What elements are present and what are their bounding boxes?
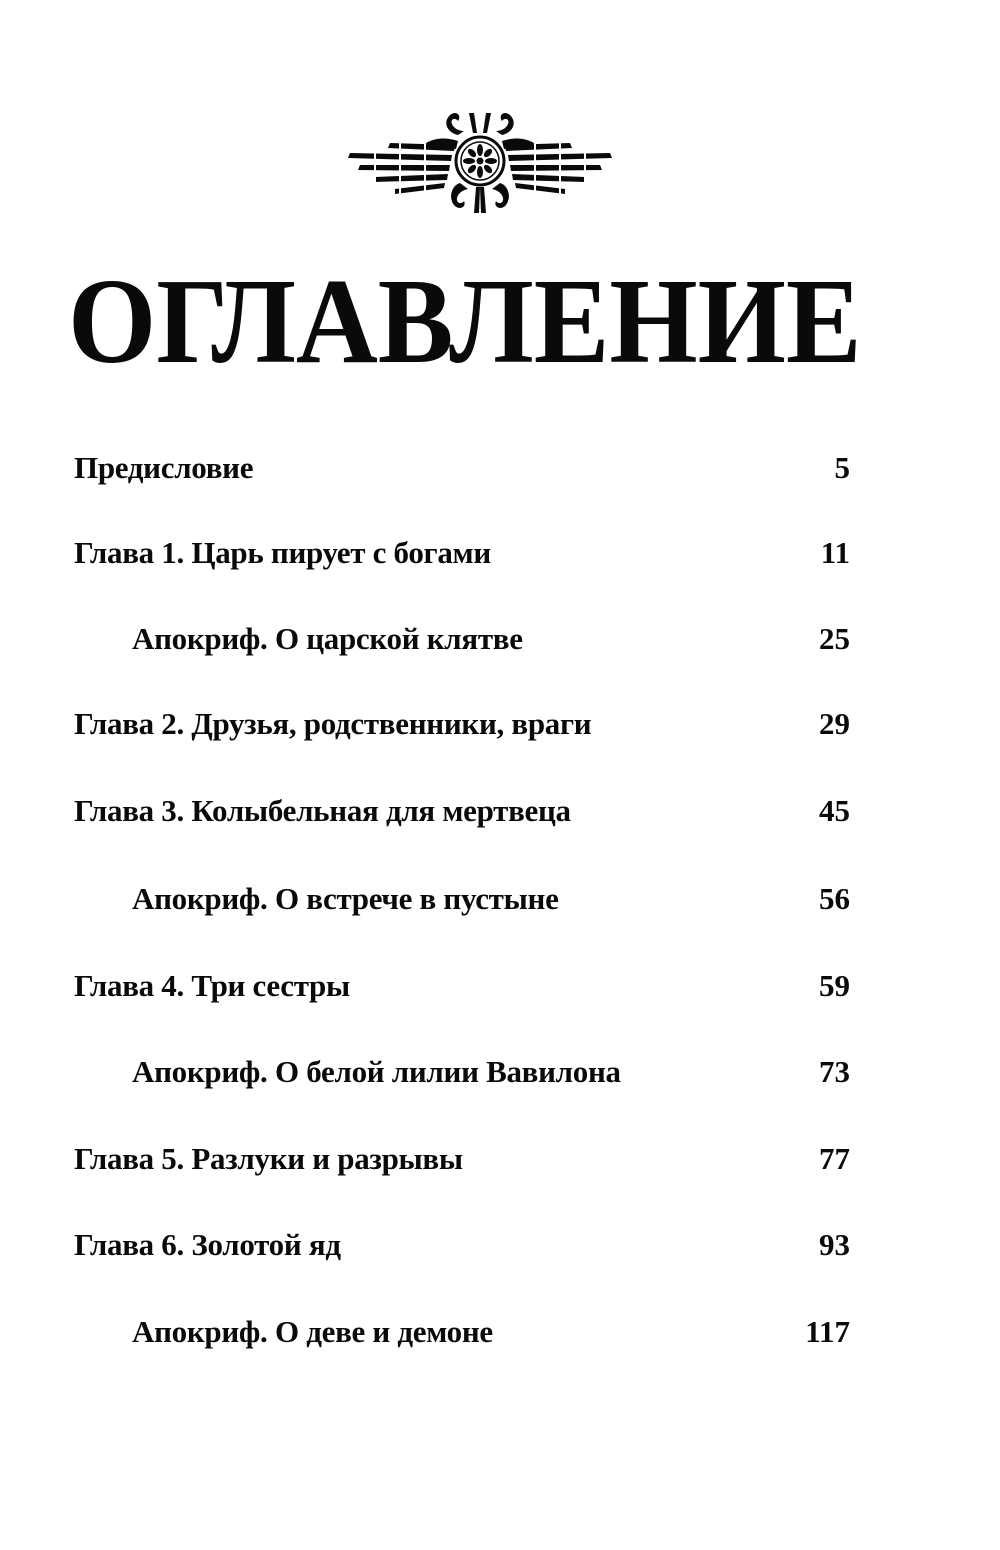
toc-entry-page-number: 11: [820, 535, 850, 570]
toc-entry-label: Глава 5. Разлуки и разрывы: [74, 1141, 463, 1176]
toc-entry-page-number: 73: [819, 1054, 850, 1089]
toc-entry-chapter-4[interactable]: [74, 964, 850, 1008]
toc-entry-apocrypha-3[interactable]: [74, 1050, 850, 1094]
toc-entry-page-number: 5: [834, 450, 850, 485]
toc-entry-page-number: 93: [819, 1227, 850, 1262]
toc-entry-label: Апокриф. О царской клятве: [132, 621, 523, 656]
toc-entry-page-number: 45: [819, 793, 850, 828]
page-title: ОГЛАВЛЕНИЕ: [68, 254, 862, 389]
toc-entry-apocrypha-4[interactable]: [74, 1310, 850, 1354]
toc-entry-page-number: 29: [819, 706, 850, 741]
toc-entry-page-number: 77: [819, 1141, 850, 1176]
toc-entry-label: Глава 6. Золотой яд: [74, 1227, 341, 1262]
toc-entry-chapter-1[interactable]: [74, 531, 850, 575]
toc-entry-label: Апокриф. О встрече в пустыне: [132, 881, 559, 916]
toc-entry-page-number: 25: [819, 621, 850, 656]
toc-entry-label: Глава 1. Царь пирует с богами: [74, 535, 491, 570]
toc-entry-label: Глава 4. Три сестры: [74, 968, 350, 1003]
toc-entry-chapter-2[interactable]: [74, 702, 850, 746]
toc-entry-preface[interactable]: [74, 446, 850, 490]
toc-entry-apocrypha-1[interactable]: [74, 617, 850, 661]
toc-entry-page-number: 59: [819, 968, 850, 1003]
toc-entry-label: Предисловие: [74, 450, 254, 485]
toc-entry-chapter-5[interactable]: [74, 1137, 850, 1181]
toc-entry-page-number: 56: [819, 881, 850, 916]
toc-entry-page-number: 117: [805, 1314, 850, 1349]
toc-entry-chapter-3[interactable]: [74, 789, 850, 833]
toc-entry-apocrypha-2[interactable]: [74, 877, 850, 921]
toc-entry-chapter-6[interactable]: [74, 1223, 850, 1267]
toc-entry-label: Апокриф. О деве и демоне: [132, 1314, 493, 1349]
toc-entry-label: Глава 2. Друзья, родственники, враги: [74, 706, 592, 741]
toc-entry-label: Апокриф. О белой лилии Вавилона: [132, 1054, 621, 1089]
toc-entry-label: Глава 3. Колыбельная для мертвеца: [74, 793, 571, 828]
